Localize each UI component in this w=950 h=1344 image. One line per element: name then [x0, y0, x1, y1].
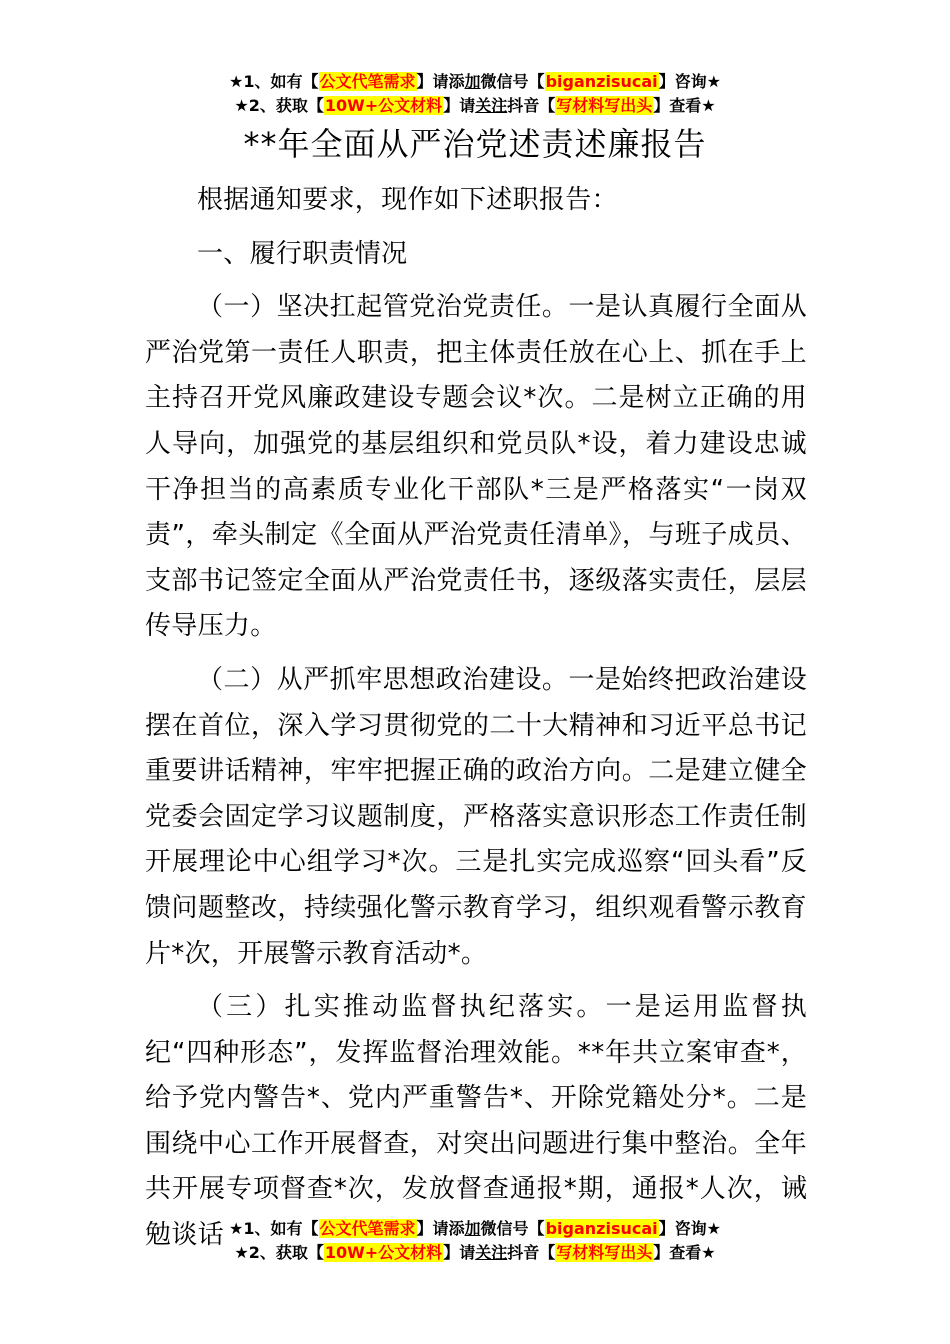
banner-highlight: 公文代笔需求 — [319, 72, 416, 91]
body-paragraph: （二）从严抓牢思想政治建设。一是始终把政治建设摆在首位，深入学习贯彻党的二十大精神和习近平总书记重要讲话精神，牢牢把握正确的政治方向。二是建立健全党委会固定学习议题制度，严格落实意识形态工作责任制开展理论中心组学习*次。三是扎实完成巡察“回头看”反馈问题整改，持续强化警示教育学习，组织观看警示教育片*次，开展警示教育活动*。 — [145, 664, 807, 969]
banner-highlight: biganzisucai — [545, 72, 658, 91]
banner-highlight: 写材料写出头 — [556, 1243, 653, 1262]
banner-highlight: biganzisucai — [545, 1219, 658, 1238]
banner-line-1: ★1、如有【公文代笔需求】请添加微信号【biganzisucai】咨询★ — [229, 1219, 721, 1238]
section-heading: 一、履行职责情况 — [197, 238, 408, 269]
banner-highlight: 公文代笔需求 — [319, 1219, 416, 1238]
intro-paragraph: 根据通知要求，现作如下述职报告： — [197, 185, 618, 215]
document-body — [145, 178, 807, 1267]
banner-highlight: 10W+公文材料 — [324, 96, 443, 115]
banner-highlight: 写材料写出头 — [556, 96, 653, 115]
banner-line-1: ★1、如有【公文代笔需求】请添加微信号【biganzisucai】咨询★ — [229, 72, 721, 91]
body-paragraph: （一）坚决扛起管党治党责任。一是认真履行全面从严治党第一责任人职责，把主体责任放在心上、抓在手上主持召开党风廉政建设专题会议*次。二是树立正确的用人导向，加强党的基层组织和党员队*设，着力建设忠诚干净担当的高素质专业化干部队*三是严格落实“一岗双责”，牵头制定《全面从严治党责任清单》，与班子成员、支部书记签定全面从严治党责任书，逐级落实责任，层层传导压力。 — [145, 292, 807, 642]
document-title: **年全面从严治党述责述廉报告 — [243, 125, 707, 163]
body-paragraph: （三）扎实推动监督执纪落实。一是运用监督执纪“四种形态”，发挥监督治理效能。**年共立案审查*，给予党内警告*、党内严重警告*、开除党籍处分*。二是围绕中心工作开展督查，对突出问题进行集中整治。全年共开展专项督查*次，发放督查通报*期，通报*人次，诫勉谈话 — [145, 992, 807, 1251]
banner-line-2: ★2、获取【10W+公文材料】请关注抖音【写材料写出头】查看★ — [234, 1243, 716, 1262]
footer-banner — [0, 1217, 950, 1265]
header-banner — [0, 70, 950, 118]
banner-highlight: 10W+公文材料 — [324, 1243, 443, 1262]
banner-line-2: ★2、获取【10W+公文材料】请关注抖音【写材料写出头】查看★ — [234, 96, 716, 115]
